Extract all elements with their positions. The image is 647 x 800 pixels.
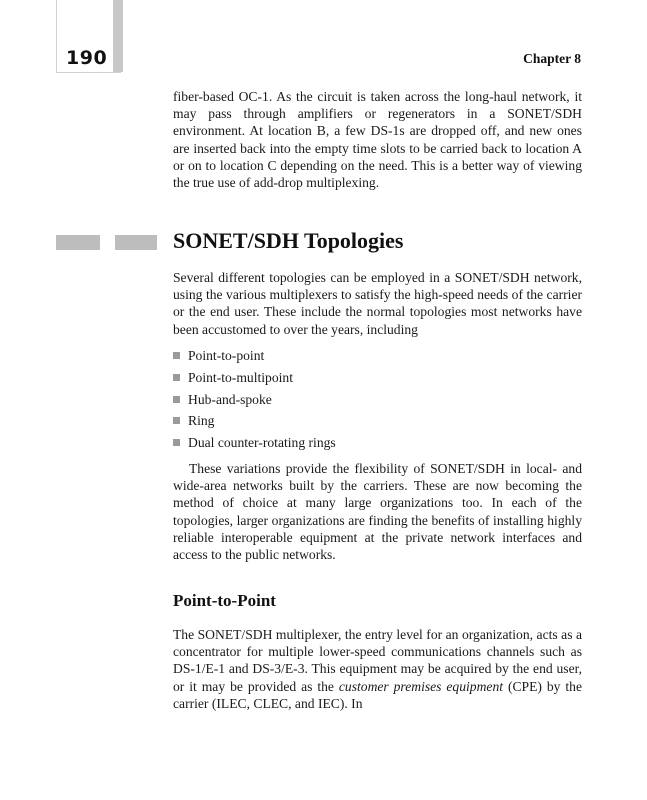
bullet-square-icon <box>173 352 180 359</box>
running-header-chapter: Chapter 8 <box>523 51 581 66</box>
bullet-square-icon <box>173 374 180 381</box>
subsection-text-end: (CPE) by the carrier (ILEC, CLEC, and IEC). In <box>173 678 582 711</box>
list-item-label: Point-to-multipoint <box>188 369 293 385</box>
subsection-text-start: The SONET/SDH multiplexer, the entry level for an organization, acts as a concentrator for multiple lower-speed communications channels such as DS-1/E-1 and DS-3/E-3. This equipment may be acquired by the end user, or it may be provided as the <box>173 627 582 694</box>
bullet-square-icon <box>173 396 180 403</box>
bullet-square-icon <box>173 417 180 424</box>
section-intro-paragraph: Several different topologies can be employed in a SONET/SDH network, using the various multiplexers to satisfy the high-speed needs of the carrier or the end user. These include the normal topologies most networks have been accustomed to over the years, including <box>173 270 582 337</box>
heading-marker-right <box>115 235 157 250</box>
list-item <box>173 369 336 391</box>
subsection-heading: Point-to-Point <box>173 591 276 610</box>
list-item <box>173 391 336 413</box>
subsection-paragraph <box>173 626 582 712</box>
topology-list <box>173 347 336 456</box>
list-item <box>173 412 336 434</box>
body-paragraph-1: fiber-based OC-1. As the circuit is taken across the long-haul network, it may pass through amplifiers or regenerators in a SONET/SDH environment. At location B, a few DS-1s are dropped off, and new ones are inserted back into the empty time slots to be carried back to location A or on to location C depending on the need. This is a better way of viewing the true use of add-drop multiplexing. <box>173 89 582 191</box>
list-item-label: Hub-and-spoke <box>188 391 272 407</box>
list-item <box>173 347 336 369</box>
section-paragraph-after-list: These variations provide the flexibility of SONET/SDH in local- and wide-area networks built by the carriers. These are now becoming the method of choice at many large organizations too. In each of the topologies, larger organizations are finding the benefits of installing highly reliable interoperable equipment at the private network interfaces and access to the public networks. <box>173 461 582 563</box>
italic-term: customer premises equipment <box>338 678 504 694</box>
list-item-label: Ring <box>188 413 215 429</box>
section-heading: SONET/SDH Topologies <box>173 228 404 253</box>
list-item <box>173 434 336 456</box>
heading-marker-left <box>56 235 100 250</box>
page-number-bar <box>113 0 123 72</box>
bullet-square-icon <box>173 439 180 446</box>
list-item-label: Point-to-point <box>188 348 265 363</box>
page-number: 190 <box>66 47 108 69</box>
list-item-label: Dual counter-rotating rings <box>188 435 336 451</box>
